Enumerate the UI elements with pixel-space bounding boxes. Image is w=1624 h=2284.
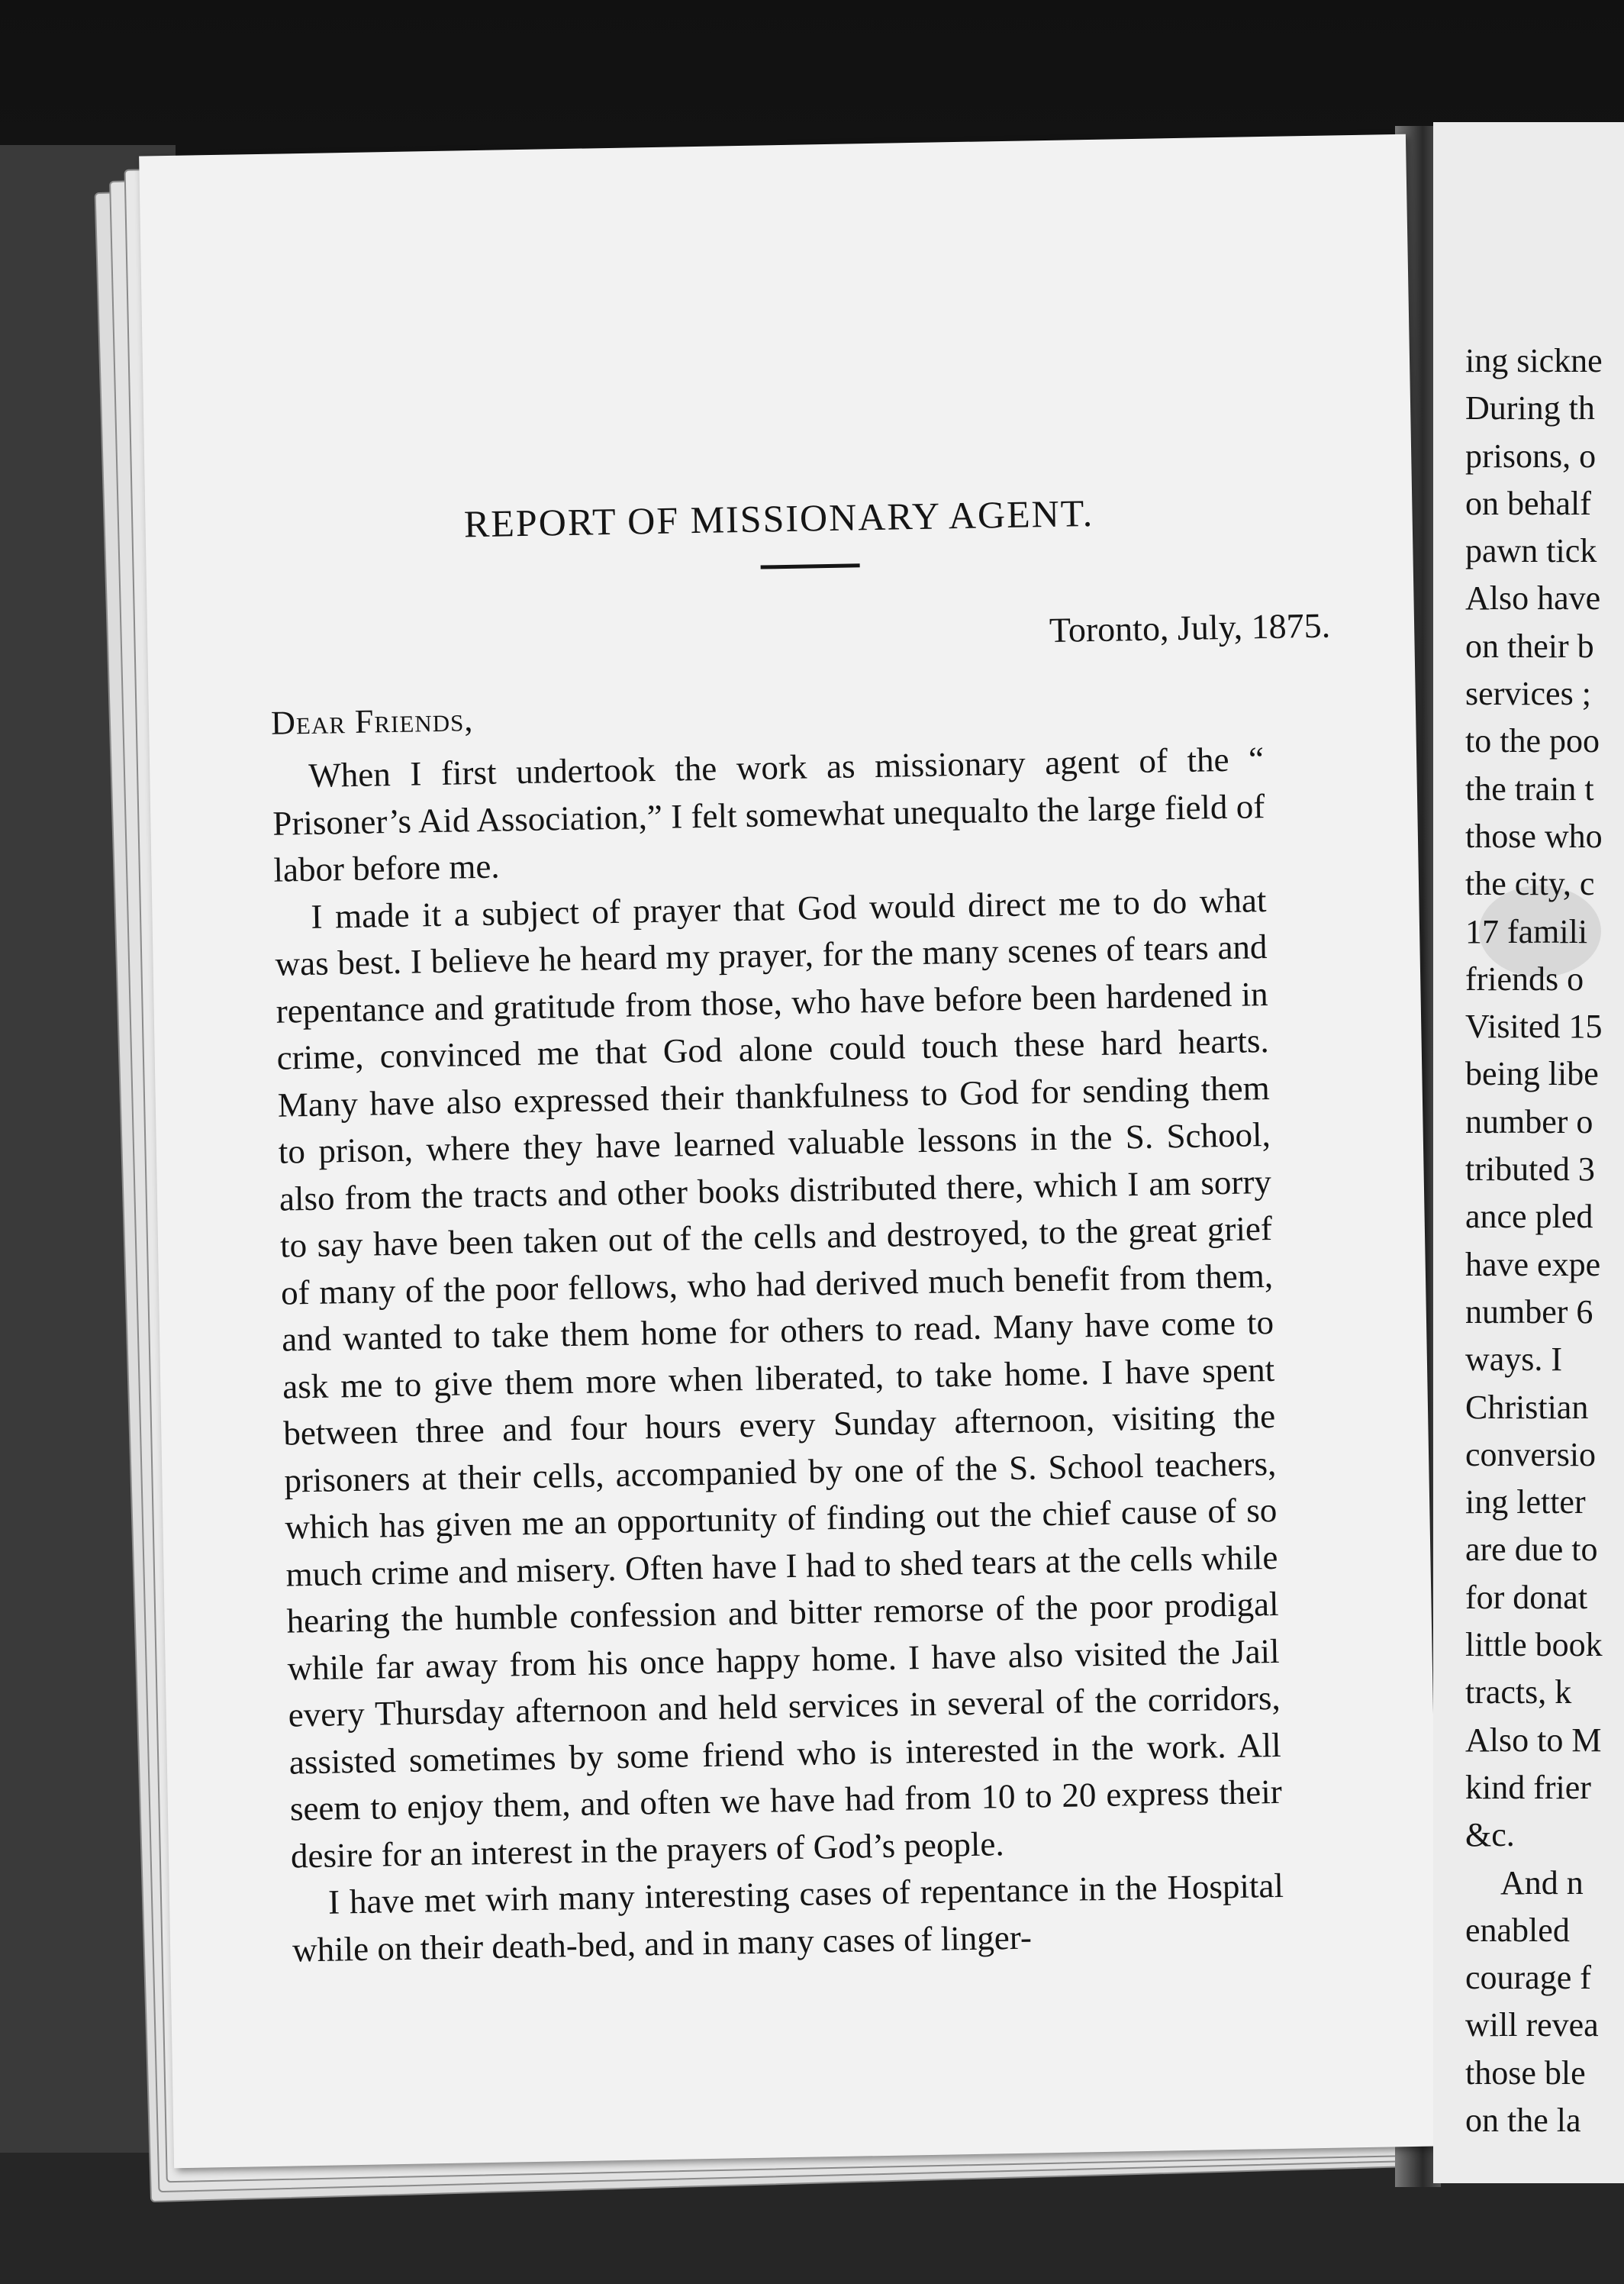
text-line: number 6 xyxy=(1465,1292,1593,1331)
text-line: being libe xyxy=(1465,1055,1599,1093)
text-line: Also to M xyxy=(1465,1721,1602,1759)
text-line: those ble xyxy=(1465,2053,1586,2092)
text-line: Visited 15 xyxy=(1465,1008,1603,1046)
text-line: to the poo xyxy=(1465,722,1600,760)
text-line: ing letter xyxy=(1465,1483,1586,1521)
paragraph: I made it a subject of prayer that God would direct me to do what was best. I believe he heard my prayer, for the many scenes of tears and repentance and gratitude from those, who have before been hardened in crime, convinced me that God alone could touch these hard hearts. Many have also expressed their thankfulness to God for sending them to prison, where they have learned valuable lessons in the S. School, also from the tracts and other books distributed there, which I am sorry to say have been taken out of the cells and destroyed, to the great grief of many of the poor fellows, who had derived much benefit from them, and wanted to take them home for others to read. Many have come to ask me to give them more when liberated, to take home. I have spent between three and four hours every Sunday afternoon, visiting the prisoners at their cells, accompanied by one of the S. School teachers, which has given me an opportunity of finding out the chief cause of so much crime and misery. Often have I had to shed tears at the cells while hearing the humble confession and bitter remorse of the poor prodigal while far away from his once happy home. I have also visited the Jail every Thursday afternoon and held services in several of the corridors, assisted sometimes by some friend who is interested in the work. All seem to enjoy them, and often we have had from 10 to 20 express their desire for an interest in the prayers of God’s people. xyxy=(275,880,1283,1876)
text-line: on their b xyxy=(1465,627,1594,665)
text-line: the train t xyxy=(1465,769,1594,808)
text-line: Also have xyxy=(1465,579,1601,618)
text-line: During th xyxy=(1465,389,1595,427)
text-line: conversio xyxy=(1465,1435,1597,1473)
text-line: 17 famili xyxy=(1465,912,1588,950)
text-line: Christian xyxy=(1465,1388,1589,1426)
text-line: ways. I xyxy=(1465,1340,1563,1379)
text-line: those who xyxy=(1465,817,1603,855)
paragraph: I have met wirh many interesting cases of repentance in the Hospital while on their death-bed, and in many cases of linger- xyxy=(292,1866,1284,1969)
text-line: pawn tick xyxy=(1465,532,1597,570)
text-line: prisons, o xyxy=(1465,437,1597,475)
report-body xyxy=(272,736,1285,1973)
text-line: tracts, k xyxy=(1465,1673,1572,1711)
text-line: on the la xyxy=(1465,2101,1581,2139)
text-line: for donat xyxy=(1465,1578,1588,1616)
text-line: number o xyxy=(1465,1102,1593,1140)
dateline: Toronto, July, 1875. xyxy=(1049,605,1331,650)
right-page-text xyxy=(1465,337,1603,2144)
paragraph: When I first undertook the work as missionary agent of the “ Prisoner’s Aid Association,” I felt somewhat unequalto the large field of labor before me. xyxy=(272,740,1265,889)
text-line: tributed 3 xyxy=(1465,1150,1595,1189)
text-line: services ; xyxy=(1465,675,1591,713)
text-line: will revea xyxy=(1465,2006,1599,2044)
page-title: REPORT OF MISSIONARY AGENT. xyxy=(463,491,1094,546)
right-page xyxy=(1433,122,1624,2183)
text-line: little book xyxy=(1465,1626,1603,1664)
text-line: &c. xyxy=(1465,1816,1515,1854)
text-line: ance pled xyxy=(1465,1198,1593,1236)
title-rule xyxy=(761,563,860,569)
text-line: the city, c xyxy=(1465,865,1595,903)
text-line: kind frier xyxy=(1465,1768,1591,1806)
text-line: courage f xyxy=(1465,1959,1591,1997)
text-line: are due to xyxy=(1465,1531,1598,1569)
left-page xyxy=(139,134,1441,2169)
salutation: Dear Friends, xyxy=(270,701,474,742)
text-line: And n xyxy=(1500,1863,1584,1902)
text-line: have expe xyxy=(1465,1245,1601,1283)
text-line: enabled xyxy=(1465,1911,1570,1949)
text-line: friends o xyxy=(1465,960,1584,998)
text-line: ing sickne xyxy=(1465,342,1603,379)
text-line: on behalf xyxy=(1465,484,1591,522)
